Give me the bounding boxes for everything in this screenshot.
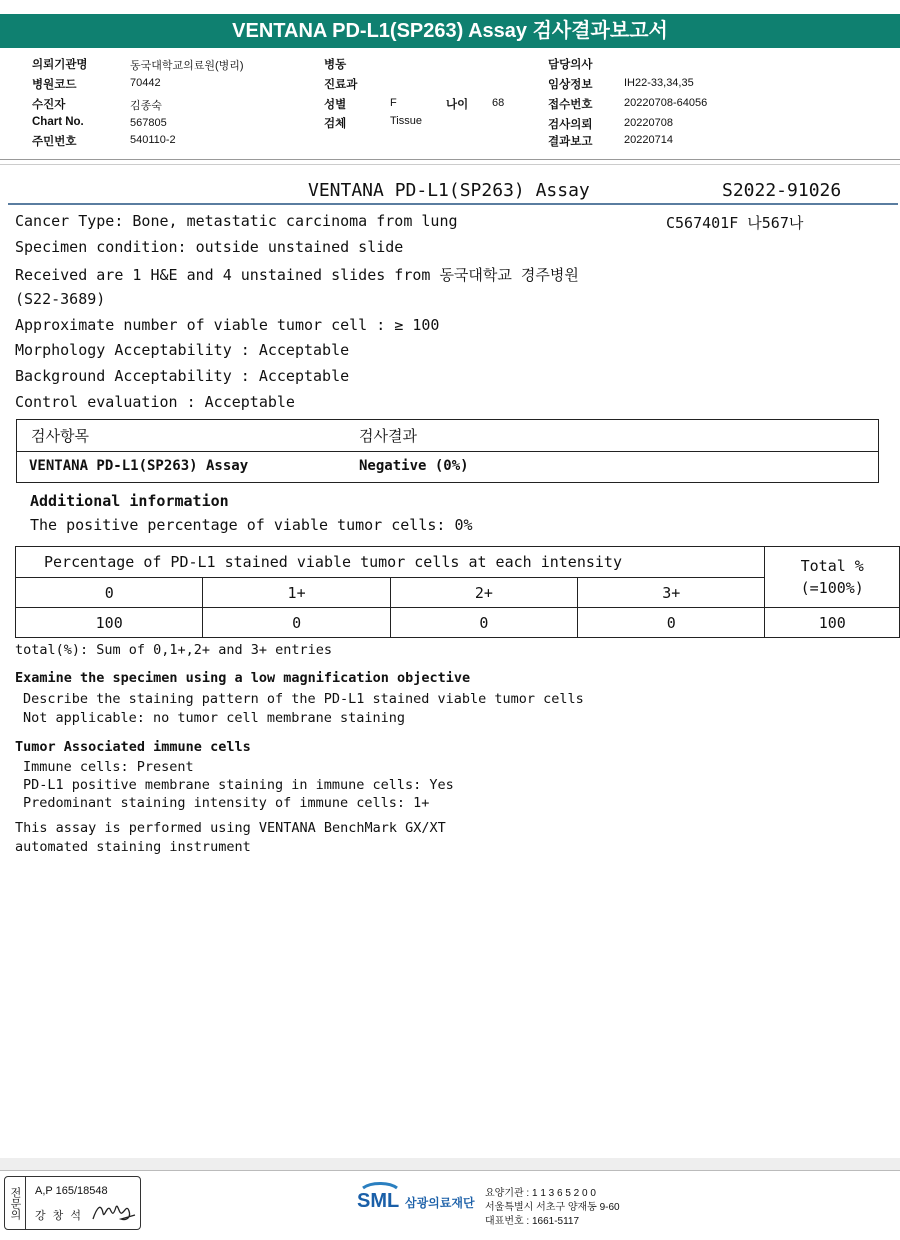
result-item: VENTANA PD-L1(SP263) Assay [29, 458, 249, 474]
exam-line-1: Describe the staining pattern of the PD-L1 stained viable tumor cells [23, 691, 584, 707]
stamp-line-1: A,P 165/18548 [35, 1185, 108, 1197]
pct-level-2: 2+ [390, 578, 577, 608]
label-resident-no: 주민번호 [32, 136, 77, 148]
label-patient: 수진자 [32, 99, 66, 111]
reference-line: (S22-3689) [15, 290, 106, 308]
label-clinical-info: 임상정보 [548, 79, 593, 91]
label-doctor: 담당의사 [548, 59, 593, 71]
result-header-item: 검사항목 [31, 427, 89, 445]
header-divider-light [0, 164, 900, 165]
additional-title: Additional information [30, 492, 229, 510]
header-divider [0, 159, 900, 160]
pathologist-stamp [4, 1176, 141, 1230]
additional-line: The positive percentage of viable tumor cells: 0% [30, 516, 473, 534]
value-age: 68 [492, 97, 505, 109]
pct-value-0: 100 [16, 608, 203, 638]
label-institution: 의뢰기관명 [32, 59, 88, 71]
header-info [0, 0, 900, 160]
report-number: S2022-91026 [722, 180, 842, 201]
received-line: Received are 1 H&E and 4 unstained slides from 동국대학교 경주병원 [15, 266, 579, 284]
org-name: 삼광의료재단 [405, 1196, 475, 1210]
morphology-line: Morphology Acceptability : Acceptable [15, 341, 350, 359]
label-specimen: 검체 [324, 118, 347, 130]
value-sex: F [390, 97, 397, 109]
footer-info-1: 요양기관 : 1 1 3 6 5 2 0 0 [485, 1188, 596, 1199]
cancer-type-line: Cancer Type: Bone, metastatic carcinoma from lung [15, 212, 458, 230]
footer-info-2: 서울특별시 서초구 양재동 9-60 [485, 1202, 620, 1213]
pct-level-1: 1+ [203, 578, 390, 608]
immune-line-3: Predominant staining intensity of immune cells: 1+ [23, 795, 430, 811]
specimen-code: C567401F 나567나 [666, 214, 804, 232]
value-receipt-no: 20220708-64056 [624, 97, 708, 109]
label-ward: 병동 [324, 59, 347, 71]
stamp-side-label: 전문의 [5, 1177, 26, 1229]
assay-line-2: automated staining instrument [15, 839, 251, 855]
pct-level-3: 3+ [578, 578, 765, 608]
exam-line-2: Not applicable: no tumor cell membrane staining [23, 710, 406, 726]
value-institution: 동국대학교의료원(병리) [130, 60, 244, 72]
immune-title: Tumor Associated immune cells [15, 739, 251, 755]
pct-value-2: 0 [390, 608, 577, 638]
control-line: Control evaluation : Acceptable [15, 393, 295, 411]
report-title-row [0, 180, 900, 202]
value-hospital-code: 70442 [130, 77, 161, 89]
pct-total-header [765, 547, 900, 608]
footer-info-3: 대표번호 : 1661-5117 [485, 1216, 580, 1227]
report-title: VENTANA PD-L1(SP263) Assay [308, 180, 590, 201]
specimen-condition-line: Specimen condition: outside unstained slide [15, 238, 404, 256]
label-receipt-no: 접수번호 [548, 99, 593, 111]
percentage-table [15, 546, 900, 638]
value-request-date: 20220708 [624, 117, 673, 129]
label-sex: 성별 [324, 99, 347, 111]
assay-line-1: This assay is performed using VENTANA BenchMark GX/XT [15, 820, 446, 836]
total-note: total(%): Sum of 0,1+,2+ and 3+ entries [15, 642, 332, 658]
result-value: Negative (0%) [359, 458, 469, 474]
logo-text: SML [357, 1190, 400, 1212]
tumor-cell-count-line: Approximate number of viable tumor cell : ≥ 100 [15, 316, 440, 334]
footer-band [0, 1158, 900, 1170]
immune-line-1: Immune cells: Present [23, 759, 194, 775]
label-dept: 진료과 [324, 79, 358, 91]
background-line: Background Acceptability : Acceptable [15, 367, 350, 385]
value-chart-no: 567805 [130, 117, 167, 129]
label-age: 나이 [446, 99, 469, 111]
title-divider [8, 203, 898, 205]
result-table-header [17, 420, 878, 452]
value-report-date: 20220714 [624, 134, 673, 146]
signature-icon [91, 1199, 137, 1225]
result-table [16, 419, 879, 483]
exam-title: Examine the specimen using a low magnification objective [15, 670, 471, 686]
value-patient: 김종숙 [130, 100, 162, 112]
value-clinical-info: IH22-33,34,35 [624, 77, 694, 89]
report-banner: VENTANA PD-L1(SP263) Assay 검사결과보고서 [0, 14, 900, 48]
footer-divider [0, 1170, 900, 1171]
pct-total-header-2: (=100%) [800, 579, 864, 597]
value-specimen: Tissue [390, 115, 422, 127]
pct-table-header: Percentage of PD-L1 stained viable tumor cells at each intensity [16, 547, 765, 578]
immune-line-2: PD-L1 positive membrane staining in immune cells: Yes [23, 777, 454, 793]
result-header-result: 검사결과 [359, 427, 417, 445]
stamp-line-2: 강 창 석 [35, 1210, 83, 1222]
pct-total-value: 100 [765, 608, 900, 638]
pct-value-3: 0 [578, 608, 765, 638]
value-resident-no: 540110-2 [130, 134, 176, 146]
label-report-date: 결과보고 [548, 136, 593, 148]
pct-level-0: 0 [16, 578, 203, 608]
label-request-date: 검사의뢰 [548, 119, 593, 131]
label-chart-no: Chart No. [32, 116, 84, 128]
pct-total-header-1: Total % [800, 557, 864, 575]
pct-value-1: 0 [203, 608, 390, 638]
label-hospital-code: 병원코드 [32, 79, 77, 91]
